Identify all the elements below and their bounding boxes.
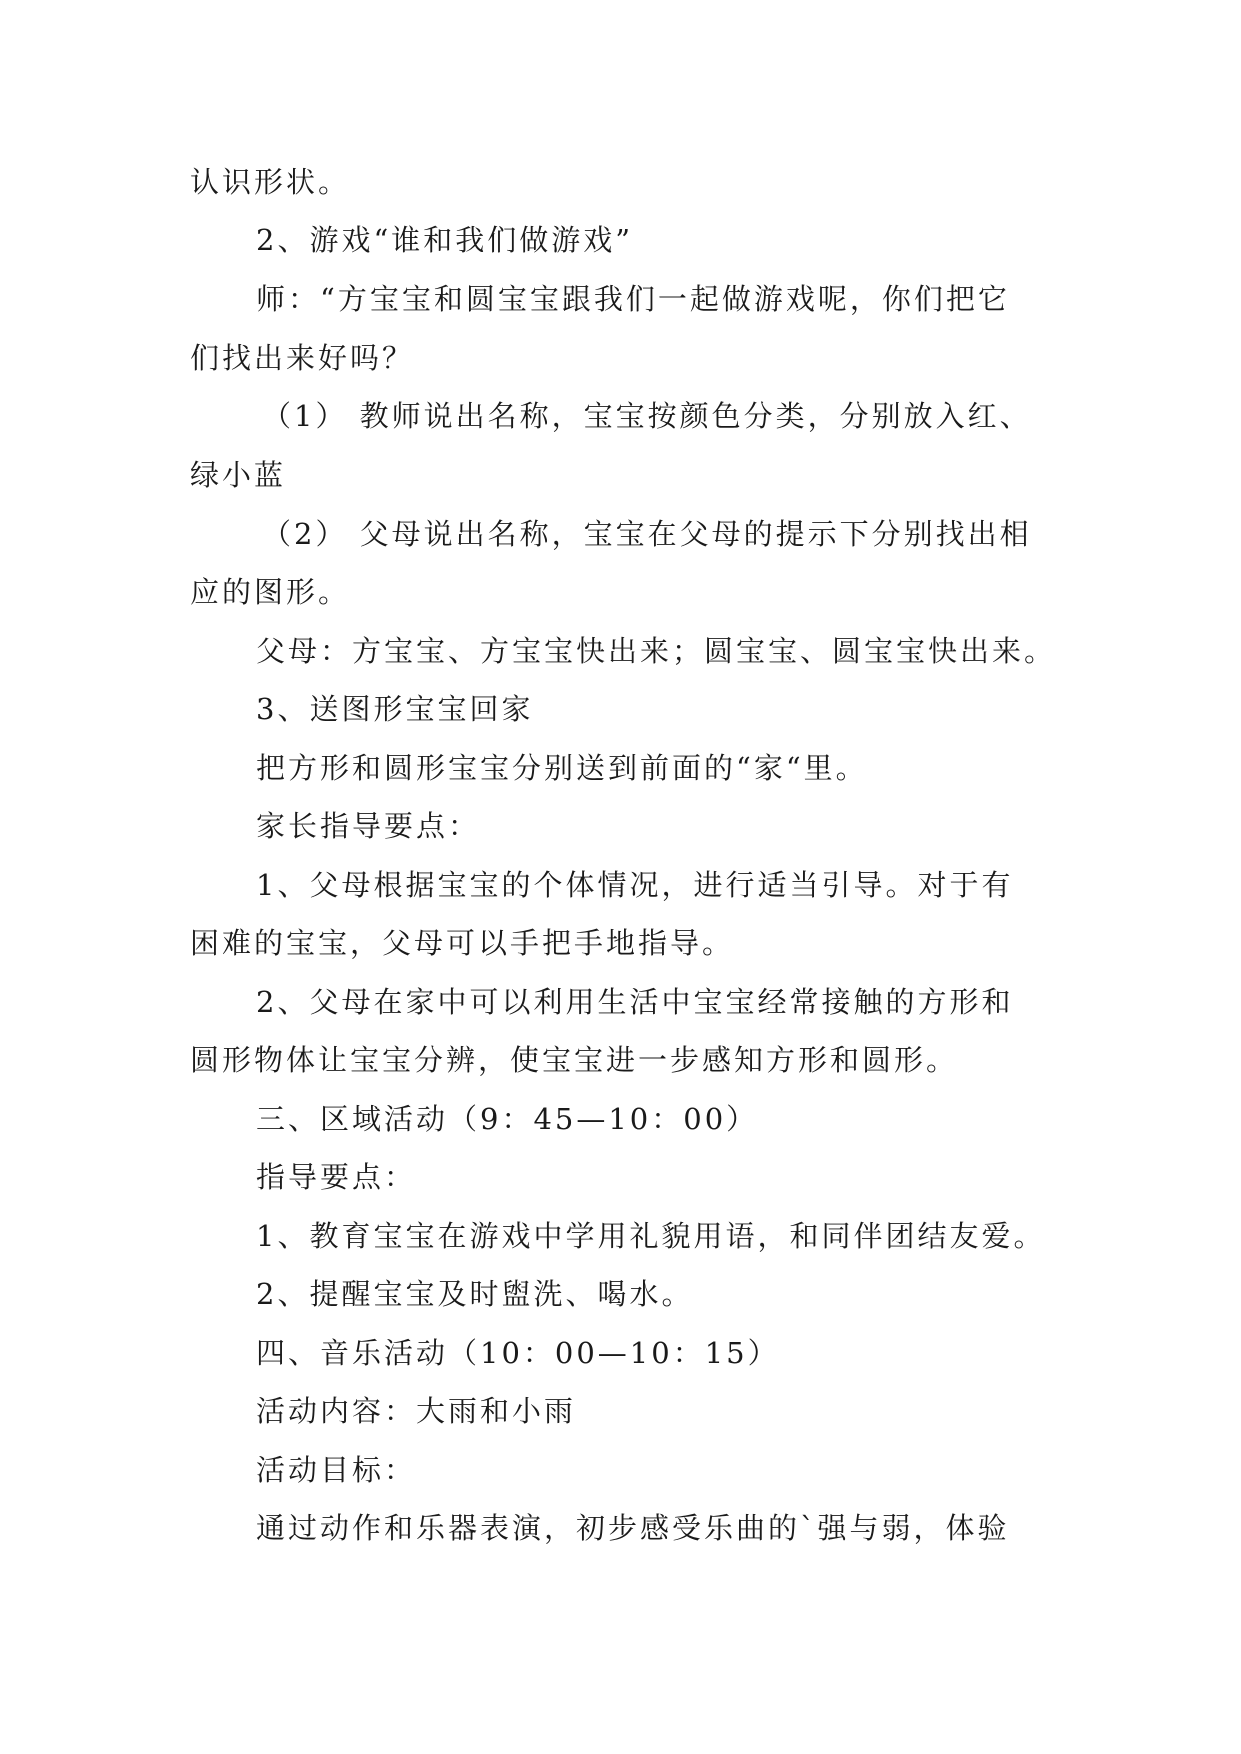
text-line: 父母：方宝宝、方宝宝快出来；圆宝宝、圆宝宝快出来。 xyxy=(256,634,1057,668)
text-line: 三、区域活动（9：45—10：00） xyxy=(256,1102,759,1136)
text-line: 1、教育宝宝在游戏中学用礼貌用语，和同伴团结友爱。 xyxy=(256,1219,1046,1253)
text-line: 2、提醒宝宝及时盥洗、喝水。 xyxy=(256,1277,694,1311)
text-line: 认识形状。 xyxy=(190,165,351,199)
text-line: 2、游戏“谁和我们做游戏” xyxy=(256,223,634,257)
text-line: （1） 教师说出名称，宝宝按颜色分类，分别放入红、 xyxy=(262,399,1032,433)
text-line: （2） 父母说出名称，宝宝在父母的提示下分别找出相 xyxy=(262,517,1032,551)
text-line: 通过动作和乐器表演，初步感受乐曲的`强与弱，体验 xyxy=(256,1511,1010,1545)
text-line: 家长指导要点： xyxy=(256,809,481,843)
text-line: 困难的宝宝，父母可以手把手地指导。 xyxy=(190,926,735,960)
text-line: 们找出来好吗？ xyxy=(190,341,415,375)
text-line: 师：“方宝宝和圆宝宝跟我们一起做游戏呢，你们把它 xyxy=(256,282,1010,316)
text-line: 3、送图形宝宝回家 xyxy=(256,692,534,726)
text-line: 2、父母在家中可以利用生活中宝宝经常接触的方形和 xyxy=(256,985,1014,1019)
text-line: 把方形和圆形宝宝分别送到前面的“家“里。 xyxy=(256,751,868,785)
text-line: 活动目标： xyxy=(256,1453,417,1487)
text-line: 活动内容：大雨和小雨 xyxy=(256,1394,577,1428)
text-line: 圆形物体让宝宝分辨，使宝宝进一步感知方形和圆形。 xyxy=(190,1043,959,1077)
text-line: 1、父母根据宝宝的个体情况，进行适当引导。对于有 xyxy=(256,868,1014,902)
text-line: 四、音乐活动（10：00—10：15） xyxy=(256,1336,780,1370)
text-line: 指导要点： xyxy=(256,1160,417,1194)
text-line: 绿小蓝 xyxy=(190,458,287,492)
text-line: 应的图形。 xyxy=(190,575,351,609)
